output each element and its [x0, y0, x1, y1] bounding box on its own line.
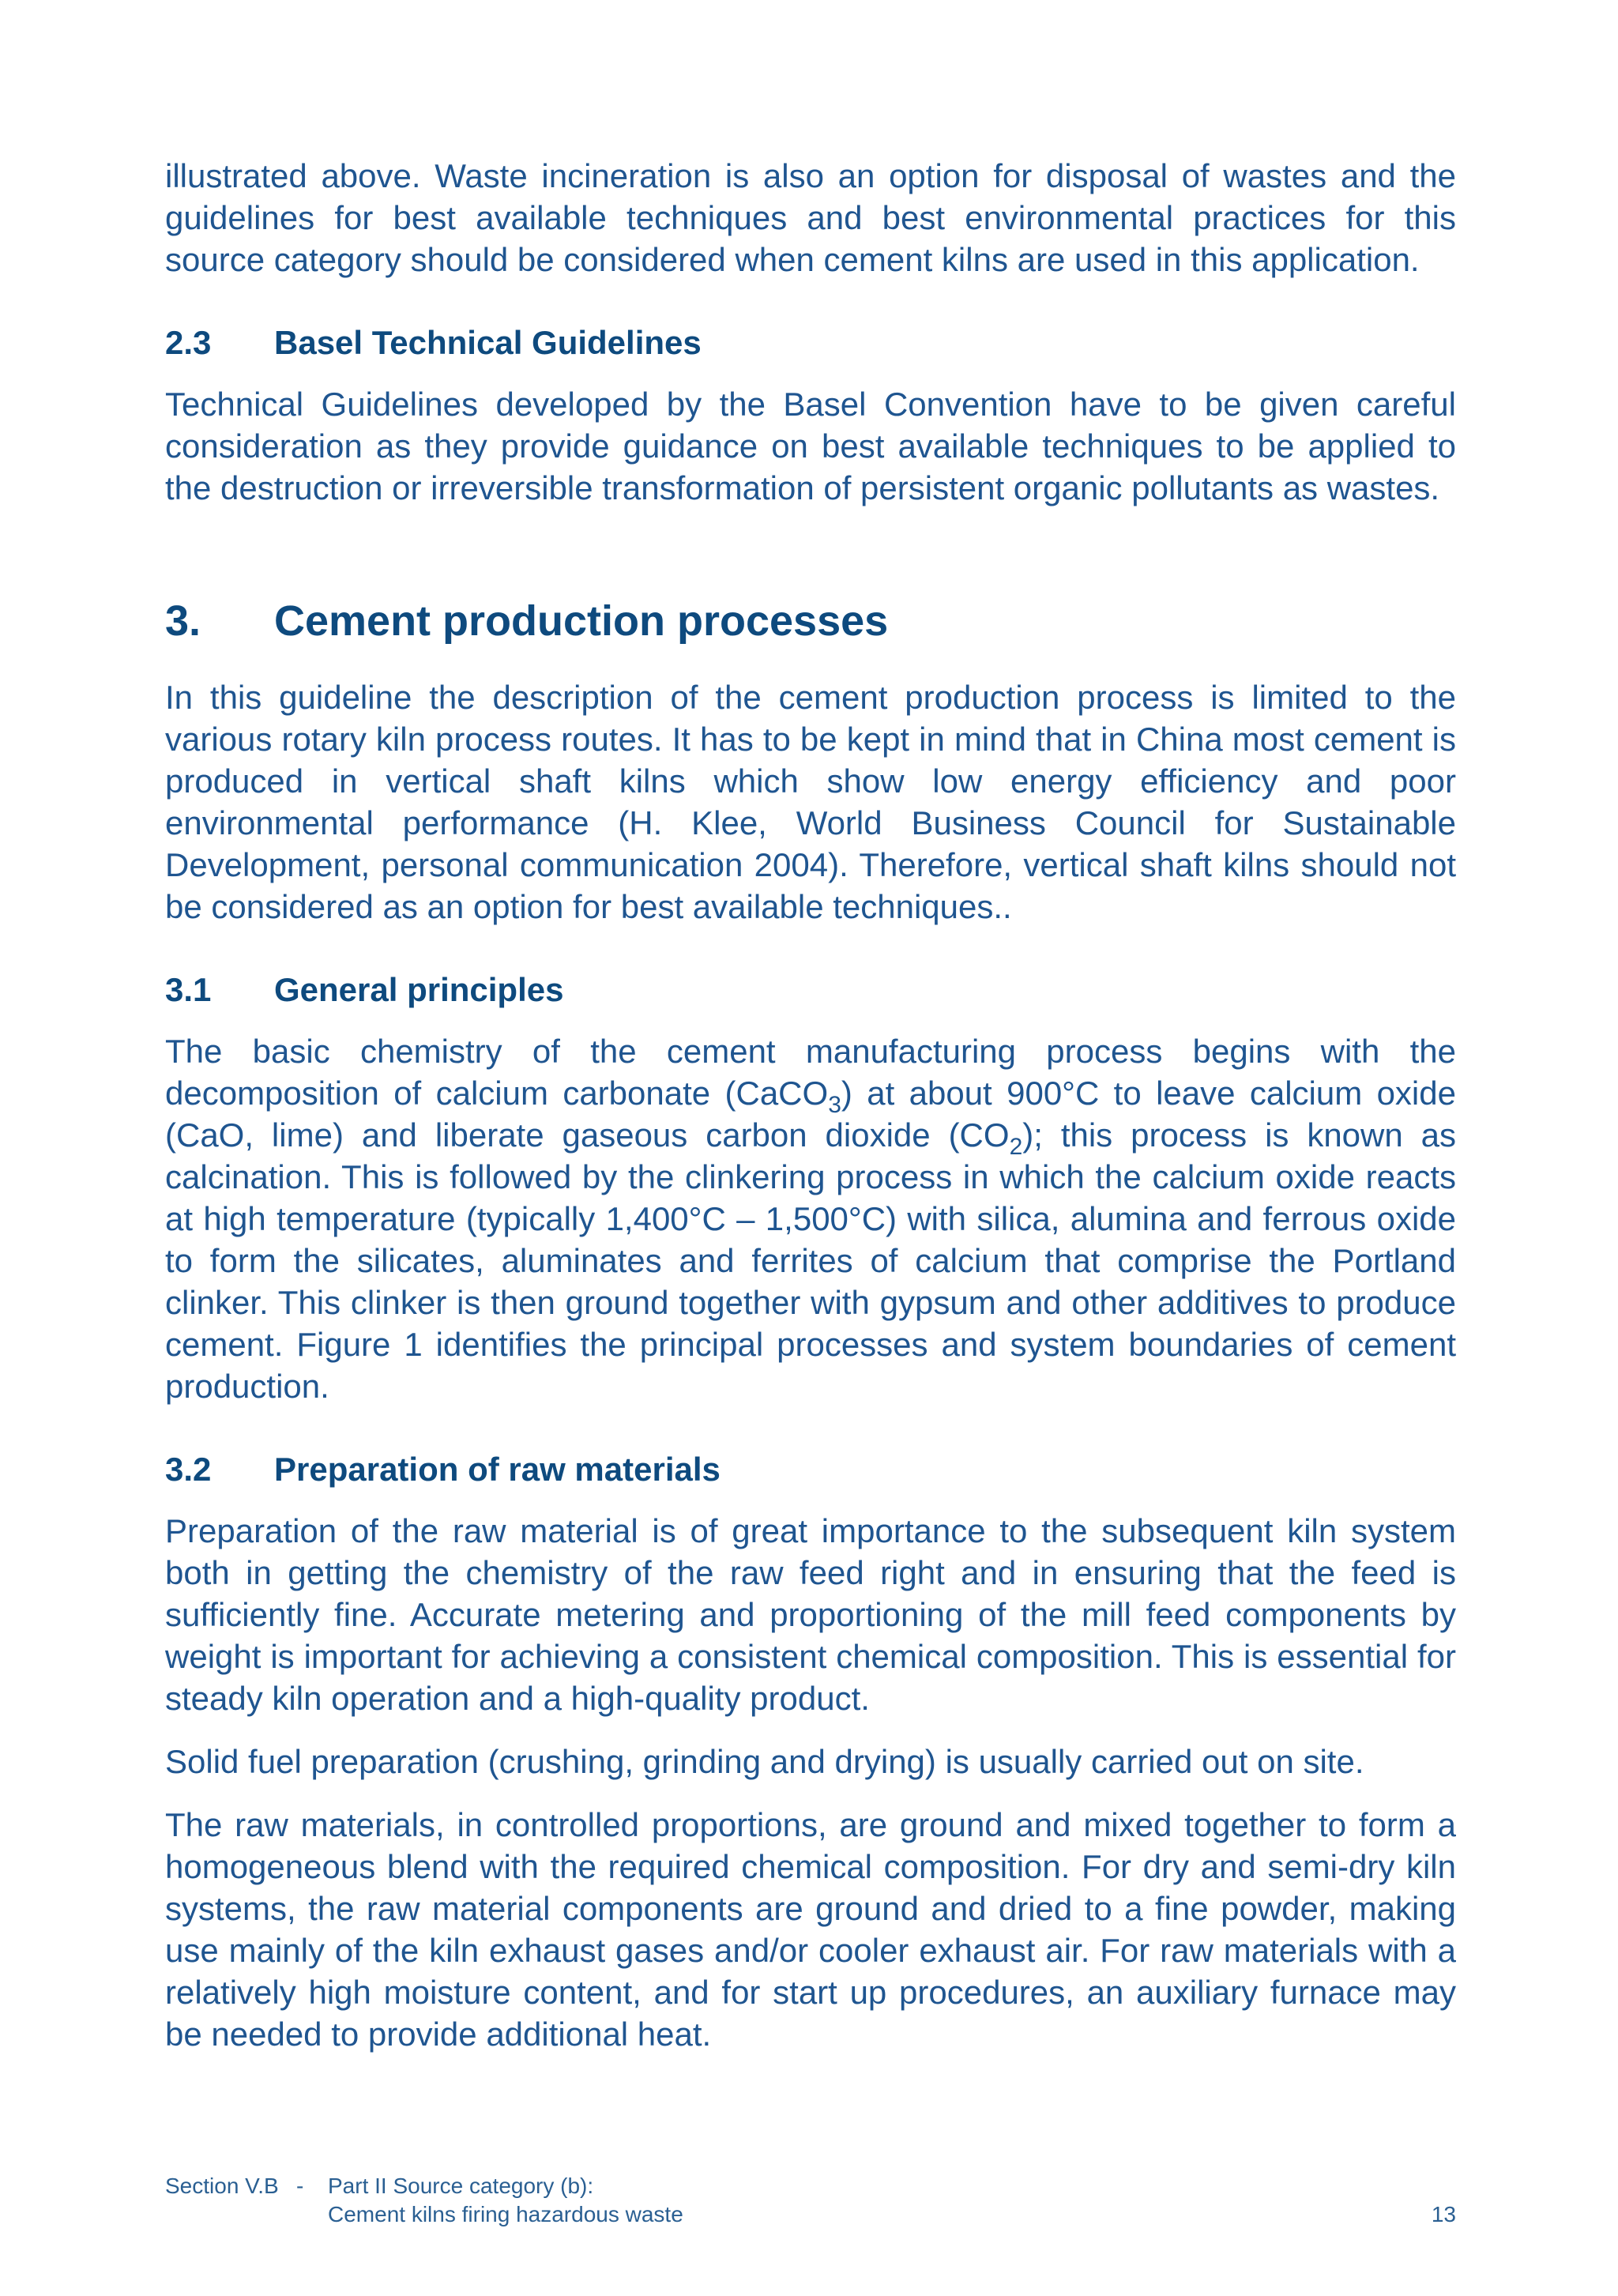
section-number: 2.3 — [165, 324, 212, 361]
subscript: 2 — [1009, 1134, 1023, 1160]
page-content — [165, 155, 1456, 2076]
text-run: The basic chemistry of the cement manufacturing process begins with the decomposition of calcium carbonate (CaCO — [165, 1033, 1456, 1112]
footer-section: Section V.B — [165, 2174, 279, 2198]
chapter-title: Cement production processes — [274, 597, 889, 645]
paragraph-cement-production: In this guideline the description of the cement production process is limited to the various rotary kiln process routes. It has to be kept in mind that in China most cement is produced in vertical shaft kilns which show low energy efficiency and poor environmental performance (H. Klee, World Business Council for Sustainable Development, personal communication 2004). Therefore, vertical shaft kilns should not be considered as an option for best available techniques.. — [165, 679, 1456, 925]
paragraph-general-principles — [165, 1030, 1456, 1407]
section-title: Basel Technical Guidelines — [274, 324, 702, 361]
subscript: 3 — [828, 1092, 841, 1118]
paragraph-raw-material-2: Solid fuel preparation (crushing, grinding and drying) is usually carried out on site. — [165, 1743, 1364, 1780]
heading-3 — [165, 596, 1456, 646]
heading-3-1 — [165, 969, 1456, 1011]
section-title: General principles — [274, 971, 564, 1008]
heading-3-2 — [165, 1448, 1456, 1490]
section-number: 3.2 — [165, 1451, 212, 1488]
text-run: ); this process is known as calcination. This is followed by the clinkering process in which the calcium oxide reacts at high temperature (typically 1,400°C – 1,500°C) with silica, alumina and ferrous oxide to form the silicates, aluminates and ferrites of calcium that comprise the Portland clinker. This clinker is then ground together with gypsum and other additives to produce cement. Figure 1 identifies the principal processes and system boundaries of cement production. — [165, 1116, 1457, 1405]
footer-subtitle: Cement kilns firing hazardous waste — [328, 2202, 683, 2226]
footer-dash: - — [296, 2174, 304, 2198]
paragraph-basel: Technical Guidelines developed by the Basel Convention have to be given careful consideration as they provide guidance on best available techniques to be applied to the destruction or irreversible transformation of persistent organic pollutants as wastes. — [165, 386, 1456, 506]
heading-2-3 — [165, 322, 1456, 363]
text-run: ) at about 900°C to leave calcium oxide (CaO, lime) and liberate gaseous carbon dioxide (CO — [165, 1075, 1456, 1154]
paragraph-raw-material-1: Preparation of the raw material is of great importance to the subsequent kiln system both in getting the chemistry of the raw feed right and in ensuring that the feed is sufficiently fine. Accurate metering and proportioning of the mill feed components by weight is important for achieving a consistent chemical composition. This is essential for steady kiln operation and a high-quality product. — [165, 1512, 1456, 1717]
paragraph-raw-material-3: The raw materials, in controlled proportions, are ground and mixed together to form a homogeneous blend with the required chemical composition. For dry and semi-dry kiln systems, the raw material components are ground and dried to a fine powder, making use mainly of the kiln exhaust gases and/or cooler exhaust air. For raw materials with a relatively high moisture content, and for start up procedures, an auxiliary furnace may be needed to provide additional heat. — [165, 1806, 1456, 2053]
page-number: 13 — [1431, 2202, 1456, 2226]
footer-part: Part II Source category (b): — [328, 2174, 594, 2198]
chapter-number: 3. — [165, 597, 201, 645]
section-title: Preparation of raw materials — [274, 1451, 721, 1488]
section-number: 3.1 — [165, 971, 212, 1008]
paragraph-intro: illustrated above. Waste incineration is also an option for disposal of wastes and the guidelines for best available techniques and best environmental practices for this source category should be considered when cement kilns are used in this application. — [165, 157, 1456, 278]
